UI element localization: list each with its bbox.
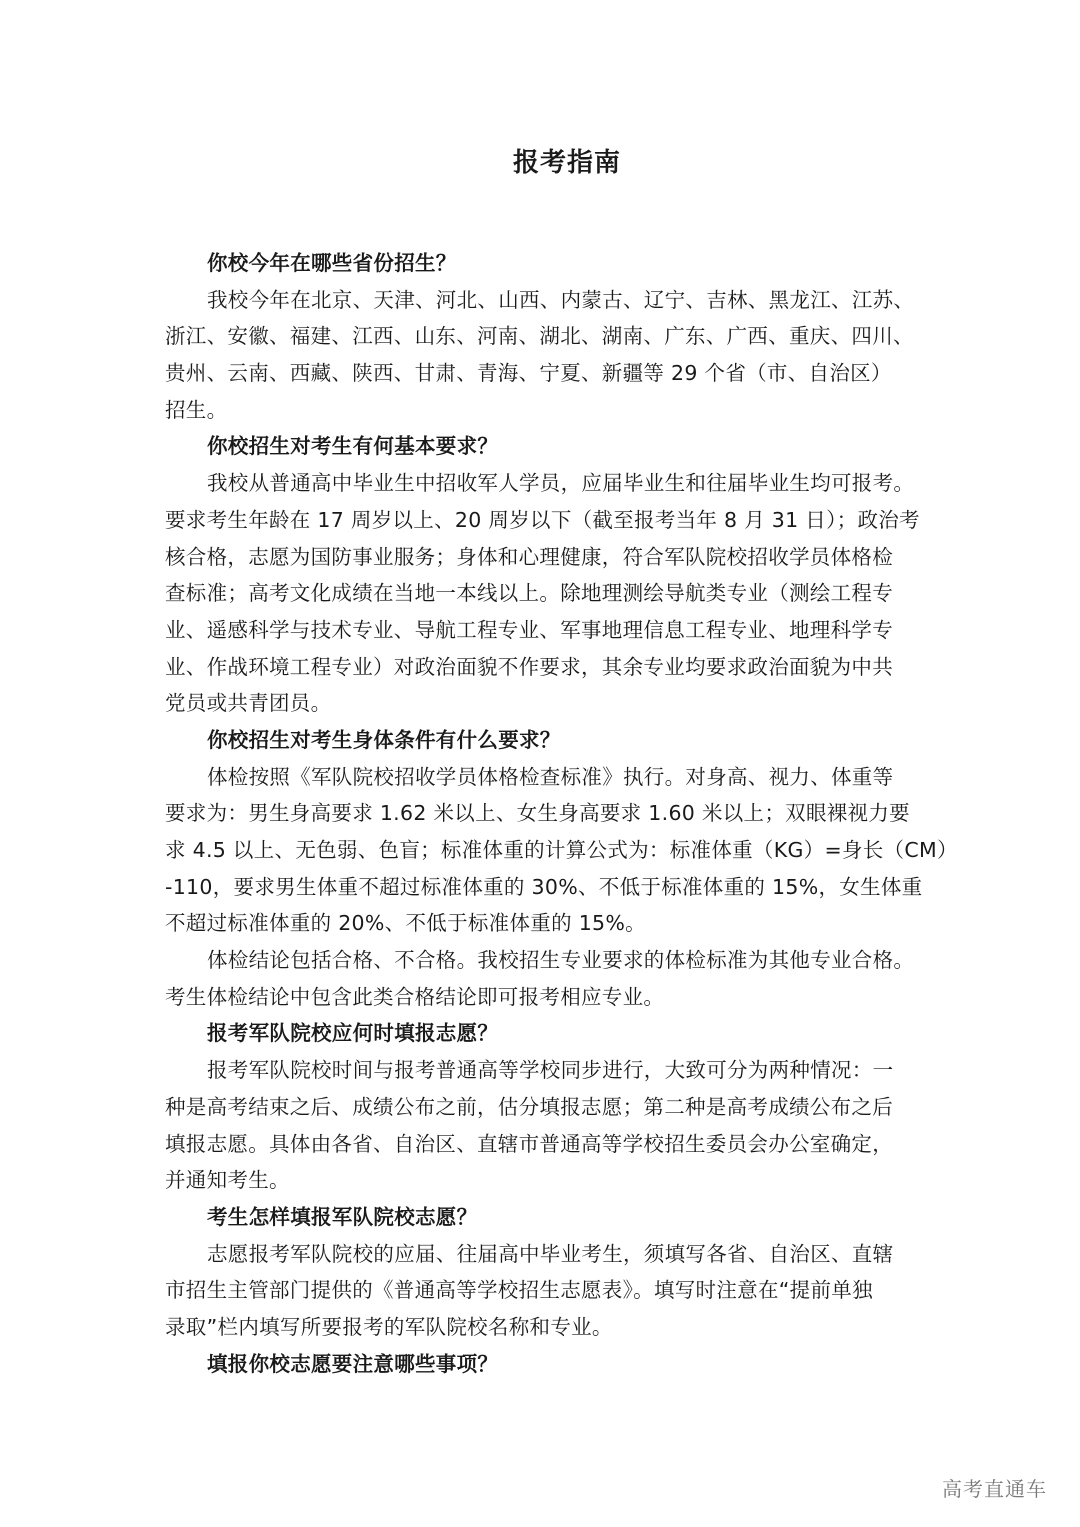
paragraph [165,942,945,1015]
paragraph [165,759,958,942]
faq-section [165,245,945,428]
section-heading: 填报你校志愿要注意哪些事项？ [207,1351,499,1376]
paragraph-line: 要求考生年龄在 17 周岁以上、20 周岁以下（截至报考当年 8 月 31 日）；政治考 [165,507,920,532]
page-title: 报考指南 [512,148,621,178]
paragraph [165,465,945,722]
watermark-source: 高考直通车 [942,1477,1047,1501]
paragraph-line: 报考军队院校时间与报考普通高等学校同步进行，大致可分为两种情况：一 [207,1058,894,1083]
paragraph-line: 浙江、安徽、福建、江西、山东、河南、湖北、湖南、广东、广西、重庆、四川、 [165,324,914,349]
paragraph-line: 核合格，志愿为国防事业服务；身体和心理健康，符合军队院校招收学员体格检 [165,544,893,569]
paragraph-line: 求 4.5 以上、无色弱、色盲；标准体重的计算公式为：标准体重（KG）=身长（CM） [165,838,958,862]
paragraph [165,1052,945,1199]
section-heading: 报考军队院校应何时填报志愿？ [207,1021,499,1046]
faq-section [165,1199,945,1346]
faq-section [165,1015,945,1198]
section-heading: 你校招生对考生有何基本要求？ [207,434,499,459]
paragraph-line: 录取”栏内填写所要报考的军队院校名称和专业。 [165,1314,613,1339]
paragraph-line: 种是高考结束之后、成绩公布之前，估分填报志愿；第二种是高考成绩公布之后 [165,1094,893,1119]
paragraph-line: 招生。 [165,397,228,422]
paragraph-line: -110，要求男生体重不超过标准体重的 30%、不低于标准体重的 15%，女生体重 [165,874,923,899]
paragraph [165,282,945,429]
paragraph-line: 体检结论包括合格、不合格。我校招生专业要求的体检标准为其他专业合格。 [207,948,915,973]
faq-section [165,722,958,1016]
section-heading: 你校招生对考生身体条件有什么要求？ [207,727,561,752]
paragraph-line: 我校今年在北京、天津、河北、山西、内蒙古、辽宁、吉林、黑龙江、江苏、 [207,287,915,312]
faq-section [165,1346,945,1383]
paragraph-line: 市招生主管部门提供的《普通高等学校招生志愿表》。填写时注意在“提前单独 [165,1278,873,1303]
paragraph-line: 志愿报考军队院校的应届、往届高中毕业考生，须填写各省、自治区、直辖 [207,1241,894,1266]
document-body [165,245,958,1382]
faq-section [165,428,945,722]
paragraph-line: 考生体检结论中包含此类合格结论即可报考相应专业。 [165,984,665,1009]
paragraph-line: 要求为：男生身高要求 1.62 米以上、女生身高要求 1.60 米以上；双眼裸视力要 [165,801,910,826]
section-heading: 考生怎样填报军队院校志愿？ [207,1204,478,1229]
section-heading: 你校今年在哪些省份招生？ [207,251,457,275]
paragraph-line: 我校从普通高中毕业生中招收军人学员，应届毕业生和往届毕业生均可报考。 [207,471,915,496]
paragraph-line: 体检按照《军队院校招收学员体格检查标准》执行。对身高、视力、体重等 [207,764,894,789]
paragraph-line: 贵州、云南、西藏、陕西、甘肃、青海、宁夏、新疆等 29 个省（市、自治区） [165,361,892,386]
paragraph-line: 填报志愿。具体由各省、自治区、直辖市普通高等学校招生委员会办公室确定， [165,1131,893,1156]
paragraph-line: 并通知考生。 [165,1168,290,1193]
paragraph-line: 不超过标准体重的 20%、不低于标准体重的 15%。 [165,911,646,936]
paragraph-line: 党员或共青团员。 [165,691,332,716]
paragraph [165,1236,945,1346]
paragraph-line: 业、作战环境工程专业）对政治面貌不作要求，其余专业均要求政治面貌为中共 [165,654,893,679]
paragraph-line: 业、遥感科学与技术专业、导航工程专业、军事地理信息工程专业、地理科学专 [165,617,893,642]
paragraph-line: 查标准；高考文化成绩在当地一本线以上。除地理测绘导航类专业（测绘工程专 [165,581,893,606]
